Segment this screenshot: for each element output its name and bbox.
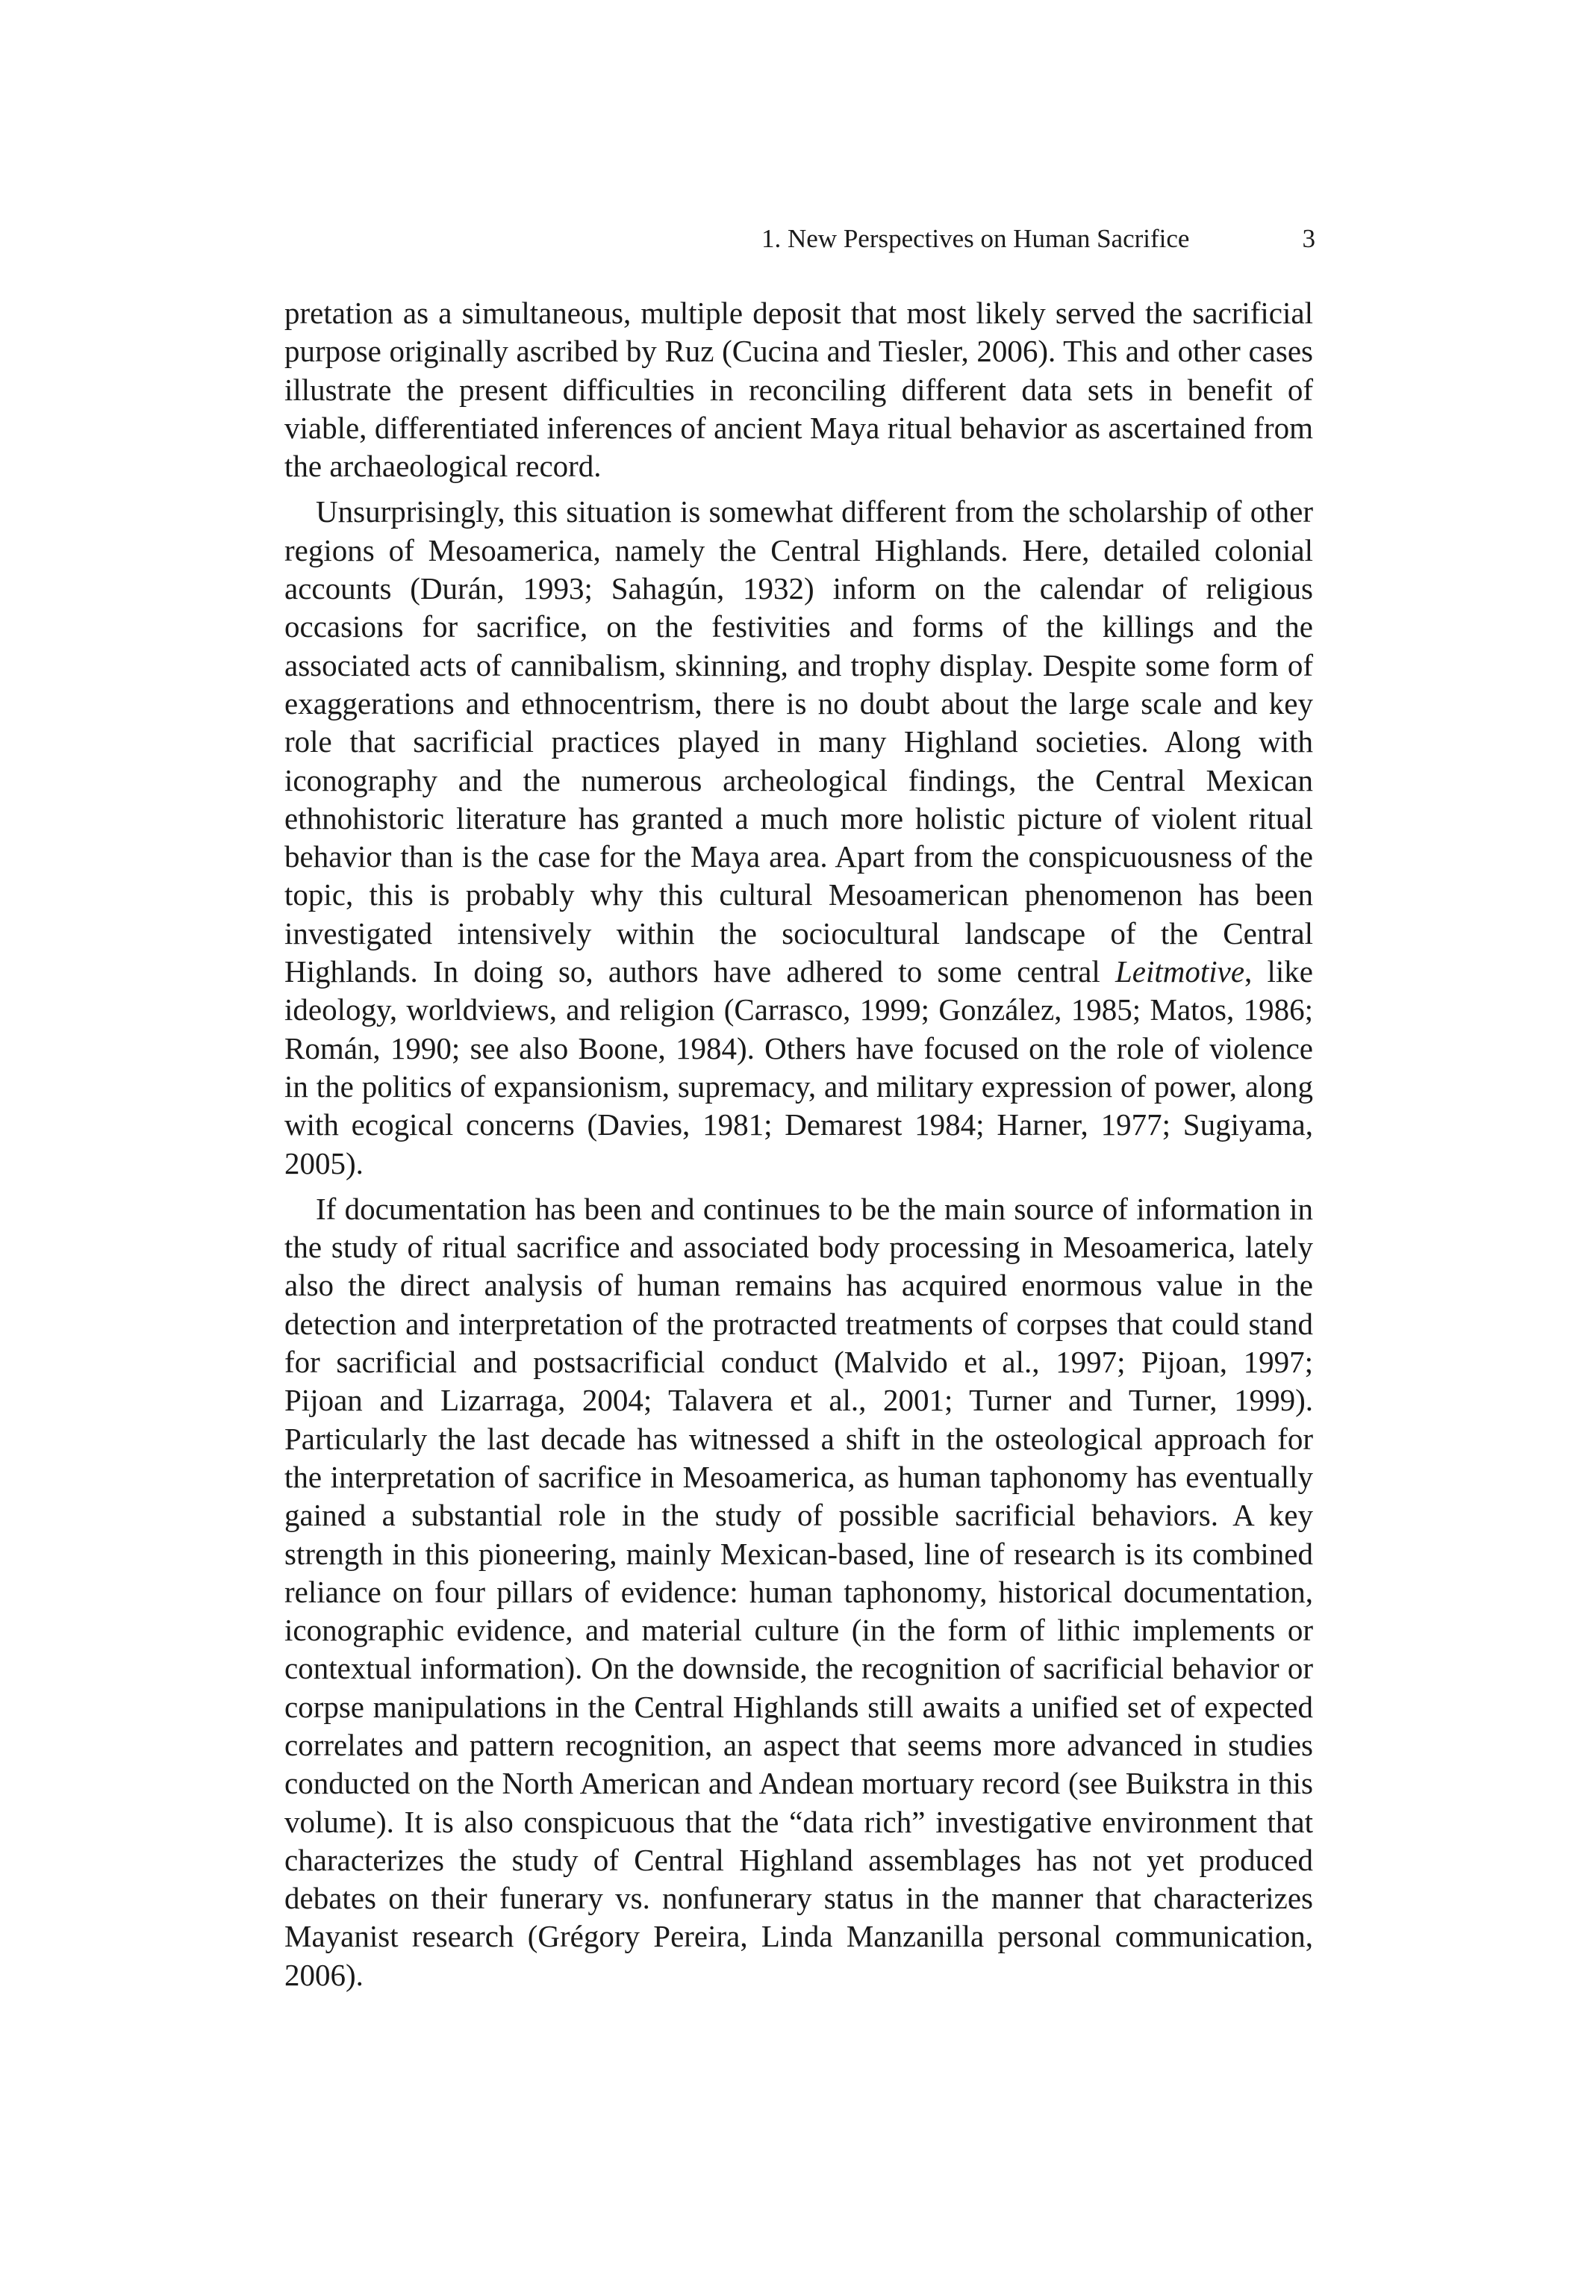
page-number: 3 (1302, 224, 1315, 253)
italic-term: Leitmotive (1115, 954, 1245, 989)
paragraph-3: If documentation has been and continues to be the main source of information in the study of ritual sacrifice and associated body processing in Mesoamerica, lately also the direct analysis of human remains has acquired enormous value in the detection and interpretation of the protracted treatments of corpses that could stand for sacrificial and postsacrificial conduct (Malvido et al., 1997; Pijoan, 1997; Pijoan and Lizarraga, 2004; Talavera et al., 2001; Turner and Turner, 1999). Particularly the last decade has witnessed a shift in the osteological approach for the interpretation of sacrifice in Mesoamerica, as human taphonomy has eventually gained a substantial role in the study of possible sacrificial behaviors. A key strength in this pioneering, mainly Mexican-based, line of research is its combined reliance on four pillars of evidence: human taphonomy, historical documentation, iconographic evidence, and material culture (in the form of lithic implements or contextual information). On the downside, the recognition of sacrificial behavior or corpse manipulations in the Central Highlands still awaits a unified set of expected correlates and pattern recognition, an aspect that seems more advanced in studies conducted on the North American and Andean mortuary record (see Buikstra in this volume). It is also conspicuous that the “data rich” investigative environment that characterizes the study of Central Highland assemblages has not yet produced debates on their funerary vs. nonfunerary status in the manner that characterizes Mayanist research (Grégory Pereira, Linda Manzanilla personal communication, 2006). (284, 1191, 1313, 1992)
running-head-title: 1. New Perspectives on Human Sacrifice (761, 224, 1190, 253)
paragraph-1: pretation as a simultaneous, multiple deposit that most likely served the sacrificial purpose originally ascribed by Ruz (Cucina and Tiesler, 2006). This and other cases illustrate the present difficulties in reconciling different data sets in benefit of viable, differentiated inferences of ancient Maya ritual behavior as ascertained from the archaeological record. (284, 296, 1313, 484)
running-head (761, 221, 1315, 257)
body-text (284, 294, 1313, 1994)
paragraph-2: Unsurprisingly, this situation is somewhat different from the scholarship of other regions of Mesoamerica, namely the Central Highlands. Here, detailed colonial accounts (Durán, 1993; Sahagún, 1932) inform on the calendar of religious occasions for sacrifice, on the festivities and forms of the killings and the associated acts of cannibalism, skinning, and trophy display. Despite some form of exaggerations and ethnocentrism, there is no doubt about the large scale and key role that sacrificial practices played in many Highland societies. Along with iconography and the numerous archeological findings, the Central Mexican ethnohistoric literature has granted a much more holistic picture of violent ritual behavior than is the case for the Maya area. Apart from the conspicuousness of the topic, this is probably why this cultural Mesoamerican phenomenon has been investigated intensively within the sociocultural landscape of the Central Highlands. In doing so, authors have adhered to some central Leitmotive, like ideology, worldviews, and religion (Carrasco, 1999; González, 1985; Matos, 1986; Román, 1990; see also Boone, 1984). Others have focused on the role of violence in the politics of expansionism, supremacy, and military expression of power, along with ecogical concerns (Davies, 1981; Demarest 1984; Harner, 1977; Sugiyama, 2005). (284, 494, 1313, 1180)
